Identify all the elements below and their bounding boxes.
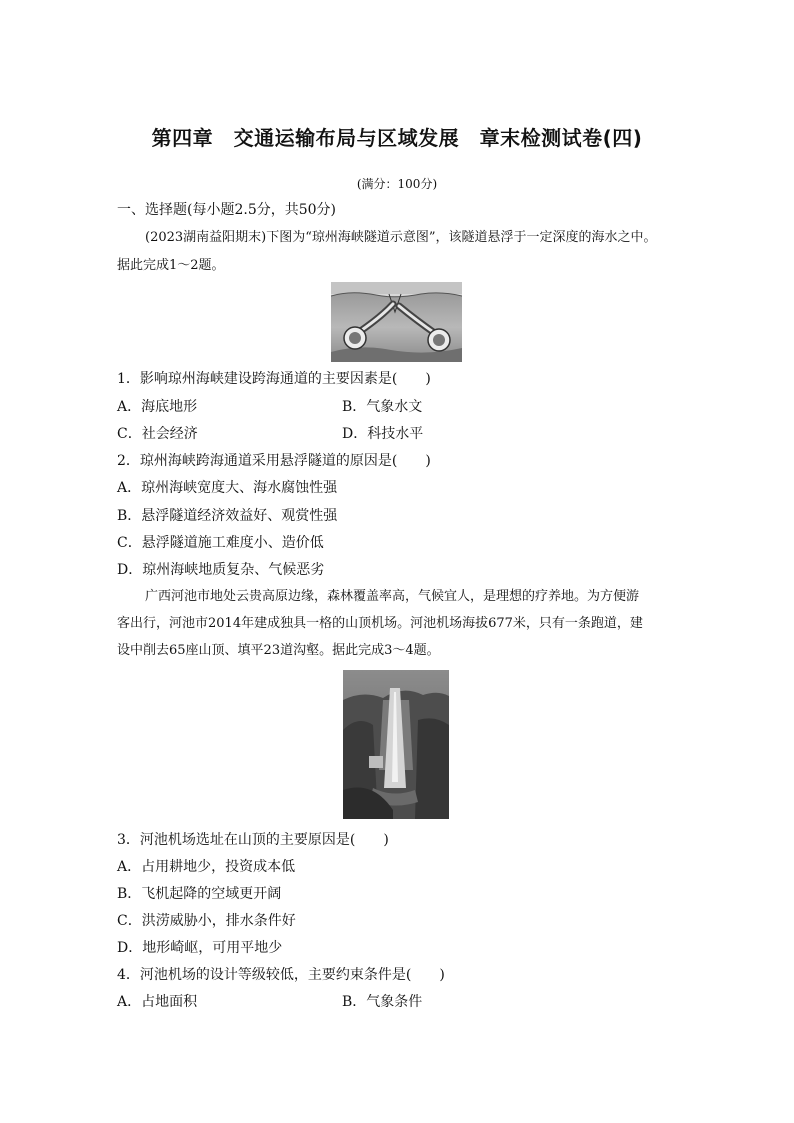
score-note: (满分：100分) [356, 177, 438, 191]
q2-option-c: C．悬浮隧道施工难度小、造价低 [117, 535, 324, 551]
q2-option-b: B．悬浮隧道经济效益好、观赏性强 [117, 508, 338, 524]
material1-line2: 据此完成1～2题。 [117, 258, 225, 273]
material2-line1: 广西河池市地处云贵高原边缘，森林覆盖率高，气候宜人，是理想的疗养地。为方便游 [145, 589, 640, 604]
q1-option-c: C．社会经济 [117, 426, 198, 442]
page-title: 第四章 交通运输布局与区域发展 章末检测试卷(四) [151, 126, 643, 150]
material2-line2: 客出行，河池市2014年建成独具一格的山顶机场。河池机场海拔677米，只有一条跑道，建 [117, 616, 643, 631]
q4-option-b: B．气象条件 [342, 994, 423, 1010]
q1-stem: 1．影响琼州海峡建设跨海通道的主要因素是( ) [117, 371, 431, 387]
section-heading: 一、选择题(每小题2.5分，共50分) [117, 202, 337, 218]
q3-option-a: A．占用耕地少，投资成本低 [117, 859, 296, 875]
q1-option-a: A．海底地形 [117, 399, 198, 415]
q3-option-b: B．飞机起降的空域更开阔 [117, 886, 282, 902]
q3-option-d: D．地形崎岖，可用平地少 [117, 940, 283, 956]
q3-stem: 3．河池机场选址在山顶的主要原因是( ) [117, 832, 389, 848]
q2-stem: 2．琼州海峡跨海通道采用悬浮隧道的原因是( ) [117, 453, 431, 469]
material1-line1: (2023湖南益阳期末)下图为“琼州海峡隧道示意图”，该隧道悬浮于一定深度的海水之中。 [145, 230, 657, 245]
mountain-airport-photo [343, 670, 449, 819]
tunnel-diagram [331, 282, 462, 362]
q4-stem: 4．河池机场的设计等级较低，主要约束条件是( ) [117, 967, 445, 983]
q2-option-d: D．琼州海峡地质复杂、气候恶劣 [117, 562, 325, 578]
material2-line3: 设中削去65座山顶、填平23道沟壑。据此完成3～4题。 [117, 643, 440, 658]
q4-option-a: A．占地面积 [117, 994, 198, 1010]
q1-option-b: B．气象水文 [342, 399, 423, 415]
q2-option-a: A．琼州海峡宽度大、海水腐蚀性强 [117, 480, 338, 496]
q3-option-c: C．洪涝威胁小，排水条件好 [117, 913, 296, 929]
q1-option-d: D．科技水平 [342, 426, 424, 442]
